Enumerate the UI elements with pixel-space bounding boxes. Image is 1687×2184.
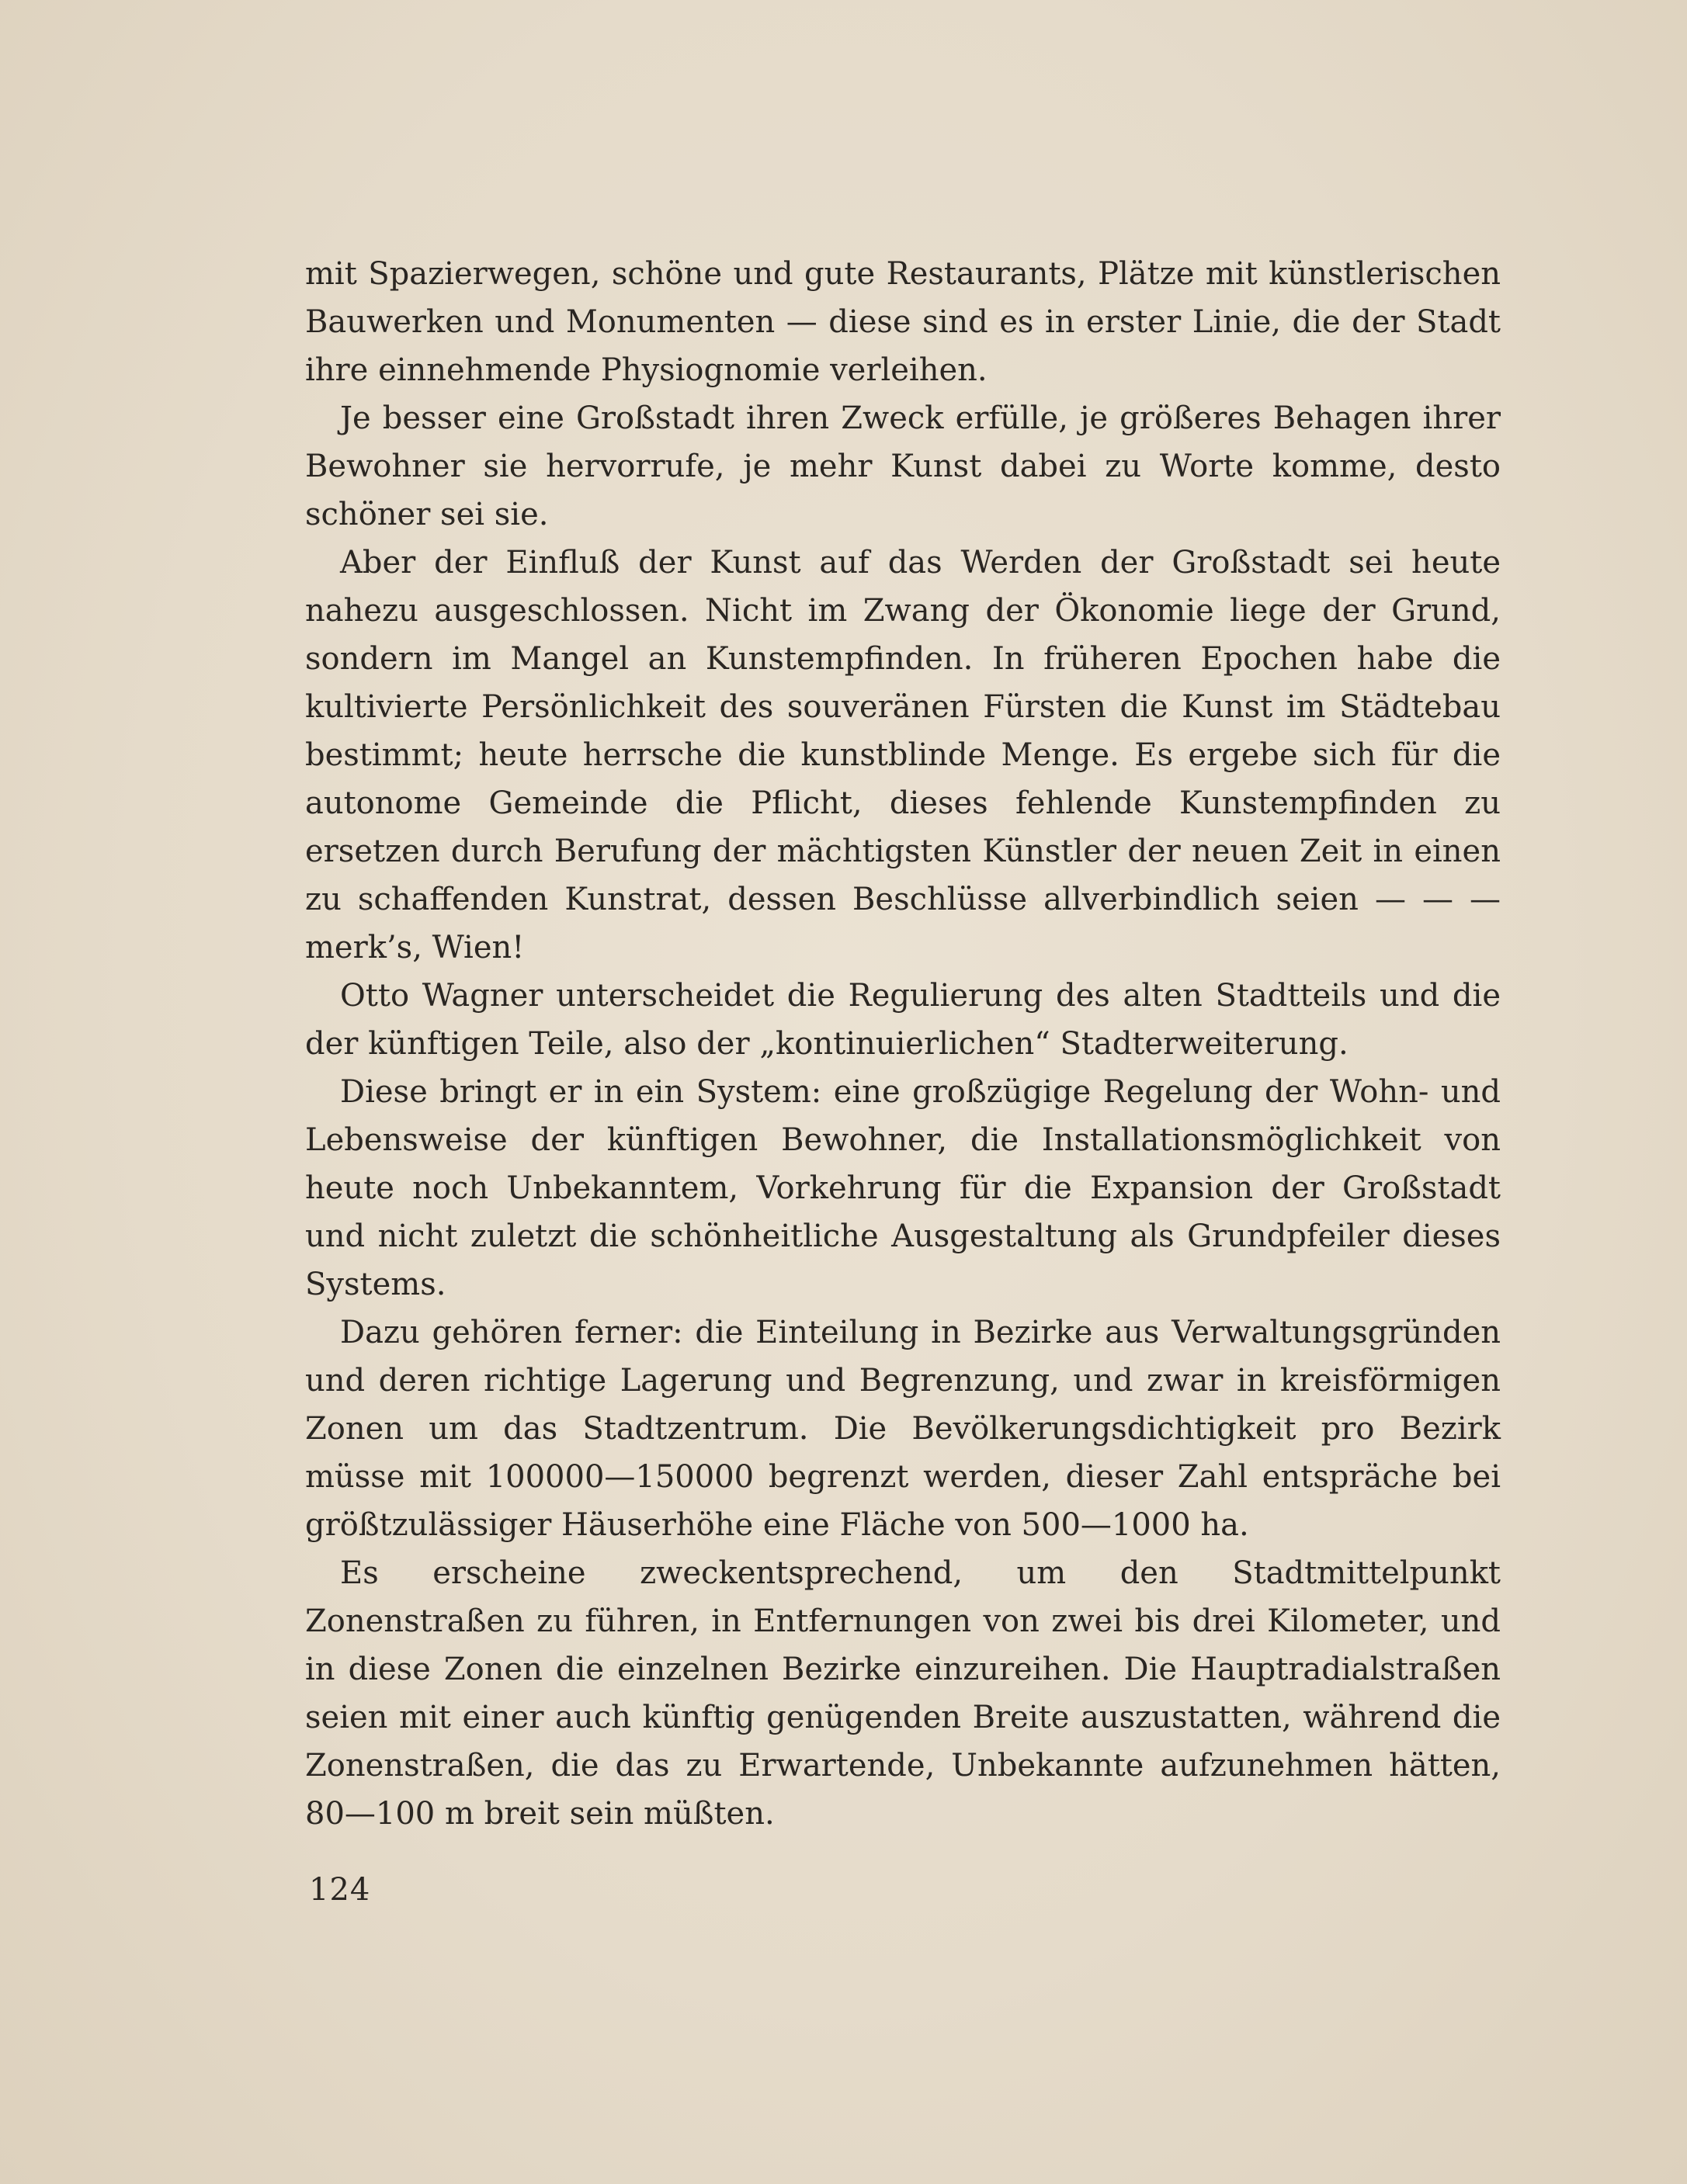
paragraph-7: Es erscheine zweckentsprechend, um den Stadtmittelpunkt Zonenstraßen zu führen, in Entfernungen von zwei bis drei Kilometer, und in diese Zonen die einzelnen Bezirke einzureihen. Die Hauptradialstraßen seien mit einer auch künftig genügenden Breite auszustatten, während die Zonenstraßen, die das zu Erwartende, Unbekannte aufzunehmen hätten, 80—100 m breit sein müßten. bbox=[305, 1555, 1501, 1832]
paragraph-6: Dazu gehören ferner: die Einteilung in Bezirke aus Verwaltungsgründen und deren richtige Lagerung und Begrenzung, und zwar in kreisförmigen Zonen um das Stadtzentrum. Die Bevölkerungsdichtigkeit pro Bezirk müsse mit 100000—150000 begrenzt werden, dieser Zahl entspräche bei größtzulässiger Häuserhöhe eine Fläche von 500—1000 ha. bbox=[305, 1315, 1501, 1543]
paragraph-3: Aber der Einfluß der Kunst auf das Werden der Großstadt sei heute nahezu ausgeschlossen. Nicht im Zwang der Ökonomie liege der Grund, sondern im Mangel an Kunstempfinden. In früheren Epochen habe die kultivierte Persönlichkeit des souveränen Fürsten die Kunst im Städtebau bestimmt; heute herrsche die kunstblinde Menge. Es ergebe sich für die autonome Gemeinde die Pflicht, dieses fehlende Kunstempfinden zu ersetzen durch Berufung der mächtigsten Künstler der neuen Zeit in einen zu schaffenden Kunstrat, dessen Beschlüsse allverbindlich seien — — — merk’s, Wien! bbox=[305, 545, 1501, 965]
page-number: 124 bbox=[309, 1872, 371, 1908]
paragraph-4: Otto Wagner unterscheidet die Regulierung des alten Stadtteils und die der künftigen Teile, also der „kontinuierlichen“ Stadterweiterung. bbox=[305, 978, 1501, 1062]
paragraph-1: mit Spazierwegen, schöne und gute Restaurants, Plätze mit künstlerischen Bauwerken und Monumenten — diese sind es in erster Linie, die der Stadt ihre einnehmende Physiognomie verleihen. bbox=[305, 256, 1501, 388]
body-text bbox=[305, 250, 1501, 1838]
paragraph-2: Je besser eine Großstadt ihren Zweck erfülle, je größeres Behagen ihrer Bewohner sie hervorrufe, je mehr Kunst dabei zu Worte komme, desto schöner sei sie. bbox=[305, 400, 1501, 532]
paragraph-5: Diese bringt er in ein System: eine großzügige Regelung der Wohn- und Lebensweise der künftigen Bewohner, die Installationsmöglichkeit von heute noch Unbekanntem, Vorkehrung für die Expansion der Großstadt und nicht zuletzt die schönheitliche Ausgestaltung als Grundpfeiler dieses Systems. bbox=[305, 1074, 1501, 1302]
